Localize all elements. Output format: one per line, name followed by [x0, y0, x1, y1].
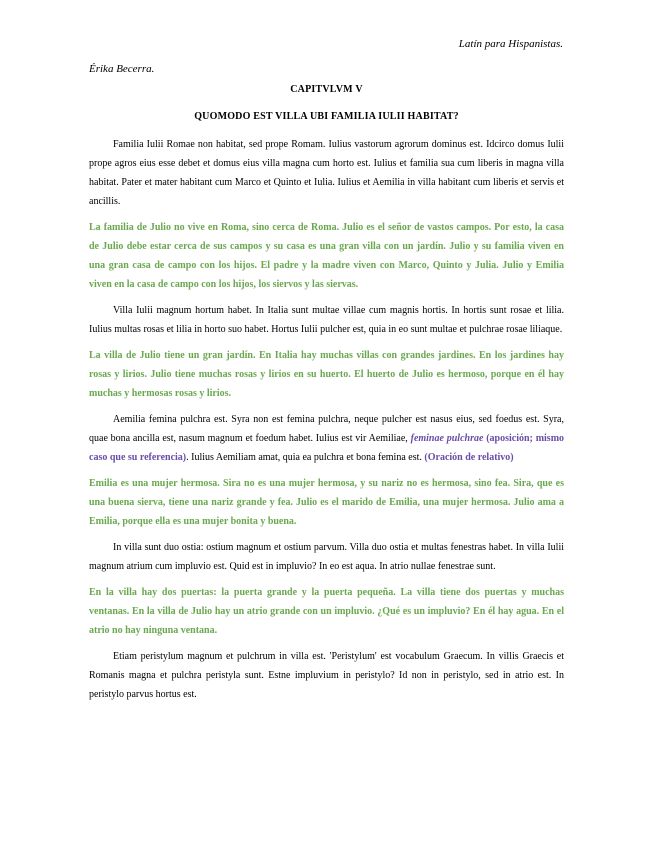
spanish-paragraph-2: La villa de Julio tiene un gran jardín. En Italia hay muchas villas con grandes jardines. En los jardines hay rosas y lirios. Julio tiene muchas rosas y lirios en su huerto. El huerto de Julio es hermoso, porque en él hay muchas y hermosas rosas y lirios.: [89, 350, 564, 399]
latin-paragraph-3: [89, 410, 564, 467]
spanish-paragraph-4: En la villa hay dos puertas: la puerta grande y la puerta pequeña. La villa tiene dos puertas y muchas ventanas. En la villa de Julio hay un atrio grande con un impluvio. ¿Qué es un impluvio? En él hay agua. En el atrio no hay ninguna ventana.: [89, 587, 564, 636]
spanish-paragraph-1: La familia de Julio no vive en Roma, sino cerca de Roma. Julio es el señor de vastos campos. Por esto, la casa de Julio debe estar cerca de sus campos y su casa es una gran villa con un jardín. Julio y su familia viven en una gran casa de campo con los hijos. El padre y la madre viven con Marco, Quinto y Julia. Julio y Emilia viven en la casa de campo con los hijos, los siervos y las siervas.: [89, 222, 564, 290]
latin-paragraph-5: Etiam peristylum magnum et pulchrum in villa est. 'Peristylum' est vocabulum Graecum. In villis Graecis et Romanis magna et pulchra peristyla sunt. Estne impluvium in peristylo? Id non in peristylo, sed in atrio est. In peristylo parvus hortus est.: [89, 651, 564, 700]
latin-paragraph-2: Villa Iulii magnum hortum habet. In Italia sunt multae villae cum magnis hortis. In hortis sunt rosae et lilia. Iulius multas rosas et lilia in horto suo habet. Hortus Iulii pulcher est, quia in eo sunt multae et pulchrae rosae liliaque.: [89, 305, 564, 335]
chapter-title: CAPITVLVM V: [290, 84, 363, 95]
course-header: Latín para Hispanistas.: [458, 38, 563, 50]
latin-paragraph-3-part-a: Aemilia femina pulchra est. Syra non est femina pulchra, neque pulcher est nasus eius, sed foedus est. Syra, quae bona ancilla est, nasum magnum et foedum habet. Iulius est vir Aemiliae,: [89, 414, 564, 444]
latin-paragraph-3-part-b: . Iulius Aemiliam amat, quia ea pulchra et bona femina est.: [186, 452, 422, 463]
apposition-note: (aposición; mismo caso que su referencia): [89, 433, 565, 463]
document-body: [89, 135, 564, 711]
latin-paragraph-4: In villa sunt duo ostia: ostium magnum et ostium parvum. Villa duo ostia et multas fenestras habet. In villa Iulii magnum atrium cum impluvio est. Quid est in impluvio? In eo est aqua. In atrio nullae fenestrae sunt.: [89, 542, 564, 572]
relative-clause-note: (Oración de relativo): [424, 452, 514, 463]
spanish-paragraph-3: Emilia es una mujer hermosa. Sira no es una mujer hermosa, y su nariz no es hermosa, sino fea. Sira, que es una buena sierva, tiene una nariz grande y fea. Julio es el marido de Emilia, una mujer hermosa. Julio ama a Emilia, porque ella es una mujer bonita y buena.: [89, 478, 564, 527]
apposition-phrase: feminae pulchrae: [410, 433, 484, 444]
latin-paragraph-1: Familia Iulii Romae non habitat, sed prope Romam. Iulius vastorum agrorum dominus est. Idcirco domus Iulii prope agros eius esse debet et domus eius villa magna cum horto est. Iulius et familia sua cum liberis in magna villa habitat. Pater et mater habitant cum Marco et Quinto et Iulia. Iulius et Aemilia in villa habitant cum liberis et servis et ancillis.: [89, 139, 564, 207]
author-header: Érika Becerra.: [89, 63, 155, 75]
chapter-subtitle: QUOMODO EST VILLA UBI FAMILIA IULII HABITAT?: [194, 111, 459, 122]
